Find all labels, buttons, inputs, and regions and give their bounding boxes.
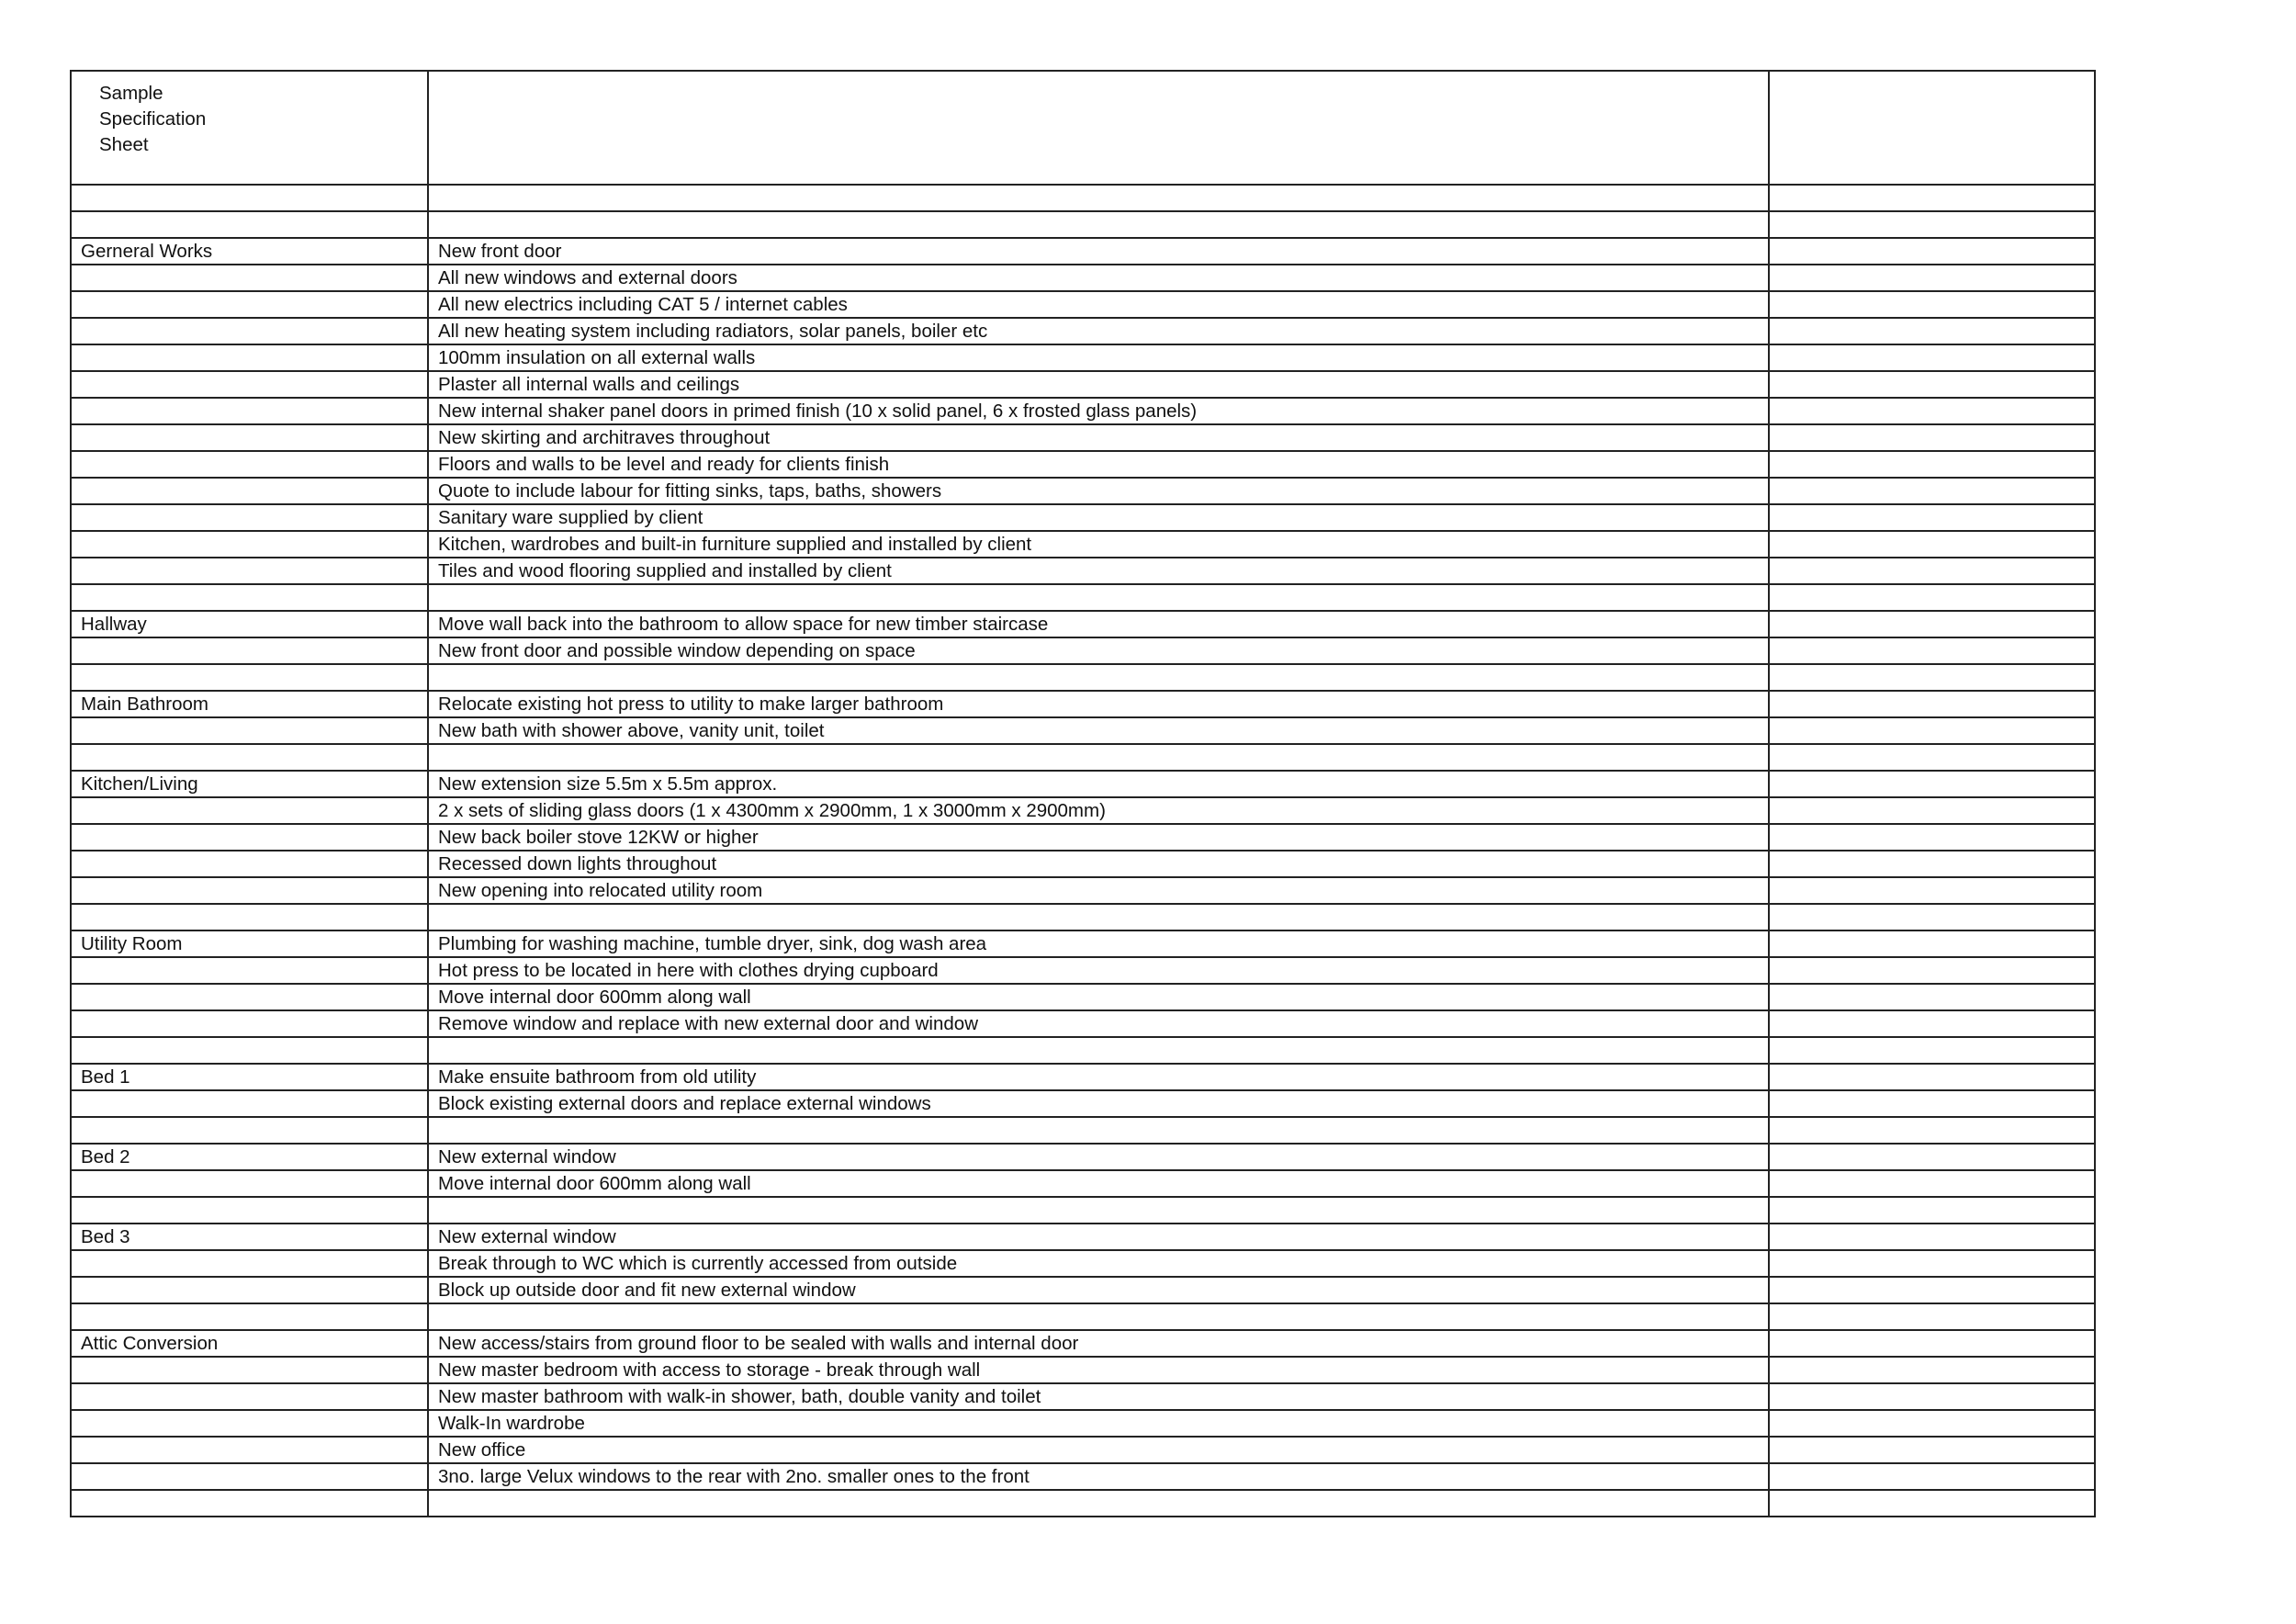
item-cell: Recessed down lights throughout: [428, 851, 1769, 877]
notes-cell: [1769, 957, 2095, 984]
table-row: [71, 664, 2095, 691]
table-row: [71, 797, 2095, 824]
item-cell: Block existing external doors and replace external windows: [428, 1090, 1769, 1117]
item-cell: All new electrics including CAT 5 / internet cables: [428, 291, 1769, 318]
table-row: [71, 531, 2095, 558]
section-cell: [71, 1463, 428, 1490]
table-row: [71, 1463, 2095, 1490]
section-cell: Kitchen/Living: [71, 771, 428, 797]
table-row: [71, 1357, 2095, 1383]
item-cell: New back boiler stove 12KW or higher: [428, 824, 1769, 851]
section-cell: [71, 265, 428, 291]
section-cell: [71, 531, 428, 558]
notes-cell: [1769, 771, 2095, 797]
item-cell: 3no. large Velux windows to the rear with 2no. smaller ones to the front: [428, 1463, 1769, 1490]
item-cell: Move internal door 600mm along wall: [428, 1170, 1769, 1197]
item-cell: All new heating system including radiators, solar panels, boiler etc: [428, 318, 1769, 344]
table-row: [71, 1010, 2095, 1037]
section-cell: [71, 717, 428, 744]
table-row: [71, 1490, 2095, 1517]
item-cell: [428, 744, 1769, 771]
table-row: [71, 930, 2095, 957]
table-row: [71, 1330, 2095, 1357]
item-cell: Move wall back into the bathroom to allow space for new timber staircase: [428, 611, 1769, 637]
section-cell: [71, 211, 428, 238]
item-cell: New external window: [428, 1144, 1769, 1170]
section-cell: [71, 1197, 428, 1224]
notes-cell: [1769, 1357, 2095, 1383]
table-row: [71, 584, 2095, 611]
section-cell: Bed 1: [71, 1064, 428, 1090]
table-row: [71, 265, 2095, 291]
section-cell: [71, 504, 428, 531]
section-cell: Utility Room: [71, 930, 428, 957]
notes-cell: [1769, 904, 2095, 930]
section-cell: [71, 877, 428, 904]
table-row: [71, 371, 2095, 398]
notes-cell: [1769, 1437, 2095, 1463]
item-cell: Quote to include labour for fitting sinks, taps, baths, showers: [428, 478, 1769, 504]
section-cell: [71, 904, 428, 930]
notes-cell: [1769, 1224, 2095, 1250]
section-cell: [71, 291, 428, 318]
table-row: [71, 318, 2095, 344]
table-row: [71, 851, 2095, 877]
section-cell: Gerneral Works: [71, 238, 428, 265]
section-cell: Bed 3: [71, 1224, 428, 1250]
item-cell: New extension size 5.5m x 5.5m approx.: [428, 771, 1769, 797]
item-cell: Plaster all internal walls and ceilings: [428, 371, 1769, 398]
section-cell: [71, 584, 428, 611]
item-cell: [428, 584, 1769, 611]
item-cell: [428, 1490, 1769, 1517]
notes-cell: [1769, 851, 2095, 877]
notes-cell: [1769, 451, 2095, 478]
item-cell: Sanitary ware supplied by client: [428, 504, 1769, 531]
notes-cell: [1769, 637, 2095, 664]
table-row: [71, 558, 2095, 584]
notes-cell: [1769, 1383, 2095, 1410]
notes-cell: [1769, 691, 2095, 717]
section-cell: [71, 637, 428, 664]
table-row: [71, 984, 2095, 1010]
notes-cell: [1769, 1064, 2095, 1090]
notes-cell: [1769, 531, 2095, 558]
item-cell: Remove window and replace with new external door and window: [428, 1010, 1769, 1037]
section-cell: [71, 1170, 428, 1197]
table-row: [71, 1303, 2095, 1330]
item-cell: New front door and possible window depending on space: [428, 637, 1769, 664]
table-row: [71, 1250, 2095, 1277]
notes-cell: [1769, 1037, 2095, 1064]
item-cell: Break through to WC which is currently accessed from outside: [428, 1250, 1769, 1277]
item-cell: New opening into relocated utility room: [428, 877, 1769, 904]
notes-cell: [1769, 185, 2095, 211]
sheet-title: [71, 71, 428, 185]
section-cell: [71, 957, 428, 984]
notes-cell: [1769, 1197, 2095, 1224]
item-cell: Move internal door 600mm along wall: [428, 984, 1769, 1010]
section-cell: Attic Conversion: [71, 1330, 428, 1357]
table-row: [71, 637, 2095, 664]
item-cell: Floors and walls to be level and ready for clients finish: [428, 451, 1769, 478]
notes-cell: [1769, 1410, 2095, 1437]
table-row: [71, 344, 2095, 371]
section-cell: [71, 1090, 428, 1117]
notes-cell: [1769, 211, 2095, 238]
section-cell: [71, 1410, 428, 1437]
section-cell: [71, 1303, 428, 1330]
notes-cell: [1769, 478, 2095, 504]
notes-cell: [1769, 744, 2095, 771]
table-row: [71, 451, 2095, 478]
item-cell: Walk-In wardrobe: [428, 1410, 1769, 1437]
header-row: [71, 71, 2095, 185]
item-cell: New front door: [428, 238, 1769, 265]
item-cell: New master bathroom with walk-in shower, bath, double vanity and toilet: [428, 1383, 1769, 1410]
item-cell: New external window: [428, 1224, 1769, 1250]
table-row: [71, 744, 2095, 771]
item-cell: New master bedroom with access to storage - break through wall: [428, 1357, 1769, 1383]
header-notes-cell: [1769, 71, 2095, 185]
notes-cell: [1769, 504, 2095, 531]
section-cell: [71, 1010, 428, 1037]
notes-cell: [1769, 318, 2095, 344]
item-cell: New access/stairs from ground floor to be sealed with walls and internal door: [428, 1330, 1769, 1357]
notes-cell: [1769, 824, 2095, 851]
table-row: [71, 504, 2095, 531]
notes-cell: [1769, 584, 2095, 611]
item-cell: Hot press to be located in here with clothes drying cupboard: [428, 957, 1769, 984]
table-row: [71, 478, 2095, 504]
section-cell: [71, 185, 428, 211]
notes-cell: [1769, 1490, 2095, 1517]
section-cell: Main Bathroom: [71, 691, 428, 717]
specification-table-body: [71, 71, 2095, 1517]
notes-cell: [1769, 1010, 2095, 1037]
item-cell: Make ensuite bathroom from old utility: [428, 1064, 1769, 1090]
item-cell: [428, 664, 1769, 691]
item-cell: [428, 185, 1769, 211]
notes-cell: [1769, 344, 2095, 371]
notes-cell: [1769, 1303, 2095, 1330]
section-cell: [71, 344, 428, 371]
sheet-title-line: Specification: [99, 108, 207, 130]
item-cell: Plumbing for washing machine, tumble dryer, sink, dog wash area: [428, 930, 1769, 957]
notes-cell: [1769, 1090, 2095, 1117]
item-cell: New office: [428, 1437, 1769, 1463]
table-row: [71, 1277, 2095, 1303]
section-cell: [71, 1117, 428, 1144]
notes-cell: [1769, 984, 2095, 1010]
item-cell: 2 x sets of sliding glass doors (1 x 4300mm x 2900mm, 1 x 3000mm x 2900mm): [428, 797, 1769, 824]
table-row: [71, 904, 2095, 930]
notes-cell: [1769, 1330, 2095, 1357]
notes-cell: [1769, 371, 2095, 398]
table-row: [71, 1117, 2095, 1144]
item-cell: All new windows and external doors: [428, 265, 1769, 291]
table-row: [71, 1037, 2095, 1064]
notes-cell: [1769, 291, 2095, 318]
notes-cell: [1769, 265, 2095, 291]
header-description-cell: [428, 71, 1769, 185]
table-row: [71, 1224, 2095, 1250]
section-cell: Bed 2: [71, 1144, 428, 1170]
section-cell: [71, 664, 428, 691]
item-cell: New bath with shower above, vanity unit, toilet: [428, 717, 1769, 744]
notes-cell: [1769, 877, 2095, 904]
section-cell: [71, 451, 428, 478]
item-cell: [428, 1117, 1769, 1144]
notes-cell: [1769, 1277, 2095, 1303]
item-cell: 100mm insulation on all external walls: [428, 344, 1769, 371]
notes-cell: [1769, 664, 2095, 691]
item-cell: Block up outside door and fit new external window: [428, 1277, 1769, 1303]
section-cell: [71, 1490, 428, 1517]
notes-cell: [1769, 717, 2095, 744]
table-row: [71, 1197, 2095, 1224]
table-row: [71, 957, 2095, 984]
section-cell: [71, 398, 428, 424]
sheet-title-line: Sheet: [99, 134, 149, 155]
section-cell: [71, 744, 428, 771]
section-cell: [71, 318, 428, 344]
specification-table: [70, 70, 2096, 1517]
section-cell: [71, 1277, 428, 1303]
item-cell: New skirting and architraves throughout: [428, 424, 1769, 451]
table-row: [71, 1090, 2095, 1117]
notes-cell: [1769, 797, 2095, 824]
table-row: [71, 1383, 2095, 1410]
section-cell: [71, 558, 428, 584]
item-cell: Tiles and wood flooring supplied and installed by client: [428, 558, 1769, 584]
table-row: [71, 611, 2095, 637]
notes-cell: [1769, 238, 2095, 265]
item-cell: [428, 1303, 1769, 1330]
notes-cell: [1769, 558, 2095, 584]
item-cell: [428, 904, 1769, 930]
notes-cell: [1769, 424, 2095, 451]
section-cell: [71, 1357, 428, 1383]
section-cell: [71, 984, 428, 1010]
table-row: [71, 1144, 2095, 1170]
notes-cell: [1769, 1117, 2095, 1144]
section-cell: [71, 851, 428, 877]
table-row: [71, 1410, 2095, 1437]
item-cell: [428, 211, 1769, 238]
section-cell: [71, 824, 428, 851]
table-row: [71, 185, 2095, 211]
table-row: [71, 424, 2095, 451]
table-row: [71, 211, 2095, 238]
section-cell: [71, 1383, 428, 1410]
section-cell: [71, 1037, 428, 1064]
notes-cell: [1769, 930, 2095, 957]
table-row: [71, 877, 2095, 904]
sheet-title-line: Sample: [99, 83, 163, 104]
table-row: [71, 398, 2095, 424]
table-row: [71, 771, 2095, 797]
item-cell: Relocate existing hot press to utility to make larger bathroom: [428, 691, 1769, 717]
notes-cell: [1769, 1463, 2095, 1490]
table-row: [71, 1170, 2095, 1197]
table-row: [71, 824, 2095, 851]
table-row: [71, 291, 2095, 318]
notes-cell: [1769, 611, 2095, 637]
section-cell: [71, 478, 428, 504]
section-cell: [71, 797, 428, 824]
section-cell: [71, 424, 428, 451]
table-row: [71, 1064, 2095, 1090]
section-cell: [71, 1250, 428, 1277]
section-cell: [71, 371, 428, 398]
notes-cell: [1769, 1250, 2095, 1277]
item-cell: Kitchen, wardrobes and built-in furniture supplied and installed by client: [428, 531, 1769, 558]
section-cell: [71, 1437, 428, 1463]
item-cell: New internal shaker panel doors in primed finish (10 x solid panel, 6 x frosted glass panels): [428, 398, 1769, 424]
notes-cell: [1769, 398, 2095, 424]
table-row: [71, 1437, 2095, 1463]
table-row: [71, 238, 2095, 265]
notes-cell: [1769, 1170, 2095, 1197]
table-row: [71, 691, 2095, 717]
section-cell: Hallway: [71, 611, 428, 637]
table-row: [71, 717, 2095, 744]
notes-cell: [1769, 1144, 2095, 1170]
item-cell: [428, 1197, 1769, 1224]
item-cell: [428, 1037, 1769, 1064]
